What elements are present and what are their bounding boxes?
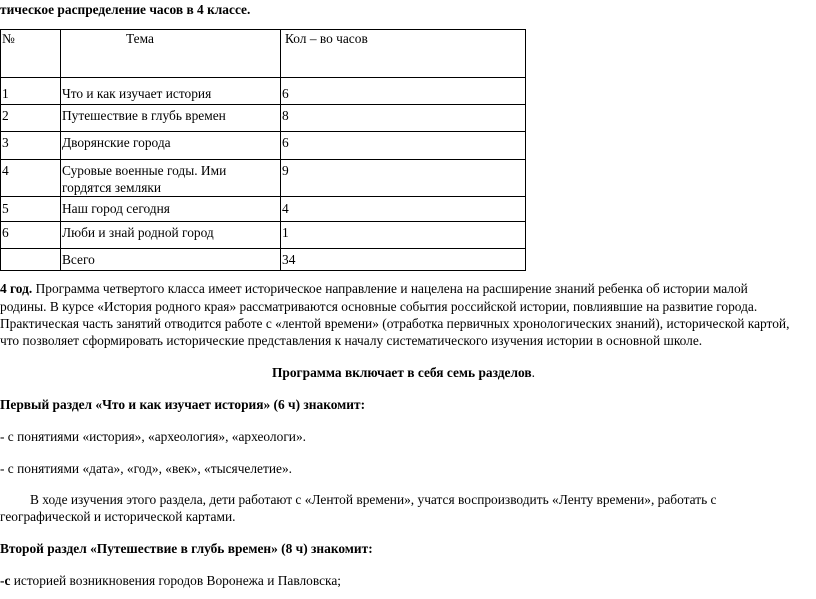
section1-paragraph-line-2: географической и исторической картами. — [0, 509, 236, 524]
intro-line-3: Практическая часть занятий отводится работе с «лентой времени» (отработка первичных хронологических знаний), исторической картой, — [0, 316, 790, 331]
header-hours: Кол – во часов — [281, 30, 526, 78]
table-header-row — [1, 30, 526, 78]
row-hours: 4 — [281, 197, 526, 222]
table-row — [1, 197, 526, 222]
table-row — [1, 160, 526, 197]
row-num: 1 — [1, 78, 61, 105]
section1-item: - с понятиями «история», «археология», «археологи». — [0, 429, 307, 444]
row-topic: Путешествие в глубь времен — [61, 105, 281, 132]
section1-item: - с понятиями «дата», «год», «век», «тысячелетие». — [0, 461, 293, 476]
row-hours: 6 — [281, 132, 526, 160]
row-topic: Дворянские города — [61, 132, 281, 160]
header-num: № — [1, 30, 61, 78]
row-num: 6 — [1, 222, 61, 249]
table-row — [1, 222, 526, 249]
intro-line-1: 4 год. Программа четвертого класса имеет историческое направление и нацелена на расширение знаний ребенка об истории малой — [0, 281, 748, 296]
row-topic: Люби и знай родной город — [61, 222, 281, 249]
section1-title: Первый раздел «Что и как изучает история» (6 ч) знакомит: — [0, 397, 366, 412]
row-hours: 9 — [281, 160, 526, 197]
row-num: 2 — [1, 105, 61, 132]
total-label: Всего — [61, 249, 281, 271]
section2-item: -с историей возникновения городов Воронежа и Павловска; — [0, 573, 342, 588]
total-hours: 34 — [281, 249, 526, 271]
row-hours: 6 — [281, 78, 526, 105]
row-num: 4 — [1, 160, 61, 197]
row-hours: 1 — [281, 222, 526, 249]
row-hours: 8 — [281, 105, 526, 132]
section2-title: Второй раздел «Путешествие в глубь времен» (8 ч) знакомит: — [0, 541, 373, 556]
row-topic: Наш город сегодня — [61, 197, 281, 222]
row-topic — [61, 160, 281, 197]
table-total-row — [1, 249, 526, 271]
table-row — [1, 78, 526, 105]
intro-year-label: 4 год. — [0, 281, 33, 296]
row-topic-line: гордятся земляки — [62, 180, 162, 195]
intro-line-4: что позволяет сформировать исторические представления к началу систематического изучения истории в основной школе. — [0, 333, 703, 348]
row-num: 5 — [1, 197, 61, 222]
hours-table — [0, 29, 526, 271]
total-num-empty — [1, 249, 61, 271]
header-topic: Тема — [61, 30, 281, 78]
row-topic-line: Суровые военные годы. Ими — [62, 163, 227, 178]
row-num: 3 — [1, 132, 61, 160]
section1-paragraph-line-1: В ходе изучения этого раздела, дети работают с «Лентой времени», учатся воспроизводить «Ленту времени», работать с — [30, 492, 717, 507]
table-row — [1, 132, 526, 160]
table-row — [1, 105, 526, 132]
program-heading: Программа включает в себя семь разделов. — [272, 365, 535, 380]
page-heading: тическое распределение часов в 4 классе. — [0, 2, 251, 17]
row-topic: Что и как изучает история — [61, 78, 281, 105]
intro-line-2: родины. В курсе «История родного края» рассматриваются основные события российской истории, повлиявшие на развитие города. — [0, 299, 758, 314]
